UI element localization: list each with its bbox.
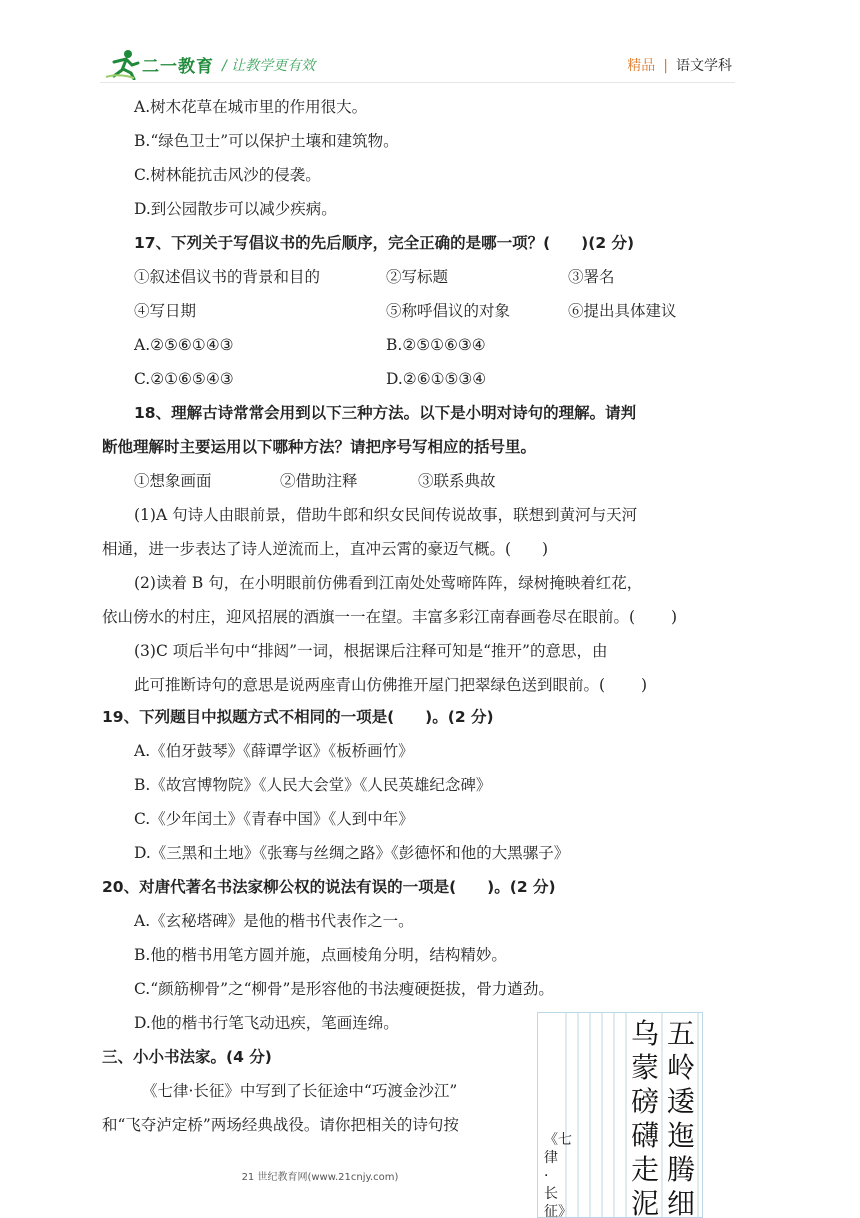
q17-item-2: ②写标题: [386, 268, 449, 286]
q18-method-2: ②借助注释: [280, 472, 358, 490]
q17-option-d: D.②⑥①⑤③④: [386, 370, 487, 388]
header-separator: |: [663, 58, 668, 74]
section3-title: 三、小小书法家。(4 分): [102, 1048, 272, 1066]
q16-option-d: D.到公园散步可以减少疾病。: [134, 200, 337, 218]
q19-option-d: D.《三黑和土地》《张骞与丝绸之路》《彭德怀和他的大黑骡子》: [134, 844, 570, 862]
q17-option-a: A.②⑤⑥①④③: [134, 336, 234, 354]
section3-text-line2: 和“飞夺泸定桥”两场经典战役。请你把相关的诗句按: [102, 1116, 459, 1134]
q20-option-d: D.他的楷书行笔飞动迅疾，笔画连绵。: [134, 1014, 399, 1032]
q17-item-4: ④写日期: [134, 302, 197, 320]
calligraphy-char: 泥: [630, 1187, 659, 1218]
q18-sub2-line2: 依山傍水的村庄，迎风招展的酒旗一一在望。丰富多彩江南春画卷尽在眼前。( ): [102, 608, 678, 626]
q18-sub2-line1: (2)读着 B 句，在小明眼前仿佛看到江南处处莺啼阵阵，绿树掩映着红花，: [134, 574, 643, 592]
q18-sub1-line1: (1)A 句诗人由眼前景，借助牛郎和织女民间传说故事，联想到黄河与天河: [134, 506, 638, 524]
calligraphy-char: 细: [666, 1187, 695, 1218]
calligraphy-char: 礴: [630, 1119, 659, 1152]
q17-item-3: ③署名: [568, 268, 615, 286]
calligraphy-char: 腾: [666, 1153, 695, 1186]
q18-sub3-line2: 此可推断诗句的意思是说两座青山仿佛推开屋门把翠绿色送到眼前。( ): [134, 676, 648, 694]
q20-stem: 20、对唐代著名书法家柳公权的说法有误的一项是( )。(2 分): [102, 878, 556, 896]
calligraphy-title: 《七律·长征》: [544, 1132, 572, 1218]
q20-option-a: A.《玄秘塔碑》是他的楷书代表作之一。: [134, 912, 414, 930]
calligraphy-char: 五: [666, 1017, 695, 1050]
page-footer: 21 世纪教育网(www.21cnjy.com): [241, 1172, 399, 1183]
q17-option-b: B.②⑤①⑥③④: [386, 336, 486, 354]
q18-stem-line1: 18、理解古诗常常会用到以下三种方法。以下是小明对诗句的理解。请判: [134, 404, 637, 422]
calligraphy-char: 乌: [630, 1017, 659, 1050]
q17-item-5: ⑤称呼倡议的对象: [386, 302, 511, 320]
calligraphy-char: 迤: [666, 1119, 695, 1152]
q19-option-c: C.《少年闰土》《青春中国》《人到中年》: [134, 810, 414, 828]
subject-label: 语文学科: [676, 58, 732, 74]
q16-option-c: C.树林能抗击风沙的侵袭。: [134, 166, 321, 184]
q17-item-6: ⑥提出具体建议: [568, 302, 677, 320]
q19-option-b: B.《故宫博物院》《人民大会堂》《人民英雄纪念碑》: [134, 776, 492, 794]
header-subject: [627, 55, 732, 75]
q16-option-b: B.“绿色卫士”可以保护土壤和建筑物。: [134, 132, 399, 150]
runner-logo-icon: [104, 48, 144, 80]
slogan: / 让教学更有效: [222, 58, 316, 74]
q20-option-b: B.他的楷书用笔方圆并施，点画棱角分明，结构精妙。: [134, 946, 507, 964]
q18-method-1: ①想象画面: [134, 472, 212, 490]
q18-method-3: ③联系典故: [418, 472, 496, 490]
header-divider: [100, 82, 735, 83]
q19-stem: 19、下列题目中拟题方式不相同的一项是( )。(2 分): [102, 708, 494, 726]
q18-sub1-line2: 相通，进一步表达了诗人逆流而上，直冲云霄的豪迈气概。( ): [102, 540, 549, 558]
q17-item-1: ①叙述倡议书的背景和目的: [134, 268, 321, 286]
brand-logo: [104, 48, 234, 80]
q17-stem: 17、下列关于写倡议书的先后顺序，完全正确的是哪一项？( )(2 分): [134, 234, 635, 252]
calligraphy-char: 蒙: [630, 1051, 659, 1084]
calligraphy-char: 逶: [666, 1085, 695, 1118]
calligraphy-char: 走: [630, 1153, 659, 1186]
brand-name: 二一教育: [142, 57, 214, 77]
q19-option-a: A.《伯牙鼓琴》《薛谭学讴》《板桥画竹》: [134, 742, 414, 760]
q18-sub3-line1: (3)C 项后半句中“排闼”一词，根据课后注释可知是“推开”的意思，由: [134, 642, 608, 660]
q17-option-c: C.②①⑥⑤④③: [134, 370, 234, 388]
q18-stem-line2: 断他理解时主要运用以下哪种方法？请把序号写相应的括号里。: [102, 438, 537, 456]
calligraphy-practice-image: [537, 1012, 703, 1218]
calligraphy-char: 岭: [666, 1051, 695, 1084]
quality-tag: 精品: [627, 58, 656, 74]
section3-text-line1: 《七律·长征》中写到了长征途中“巧渡金沙江”: [142, 1082, 458, 1100]
q16-option-a: A.树木花草在城市里的作用很大。: [134, 98, 368, 116]
calligraphy-char: 磅: [630, 1085, 659, 1118]
q20-option-c: C.“颜筋柳骨”之“柳骨”是形容他的书法瘦硬挺拔，骨力遒劲。: [134, 980, 554, 998]
page-header: [0, 0, 860, 90]
